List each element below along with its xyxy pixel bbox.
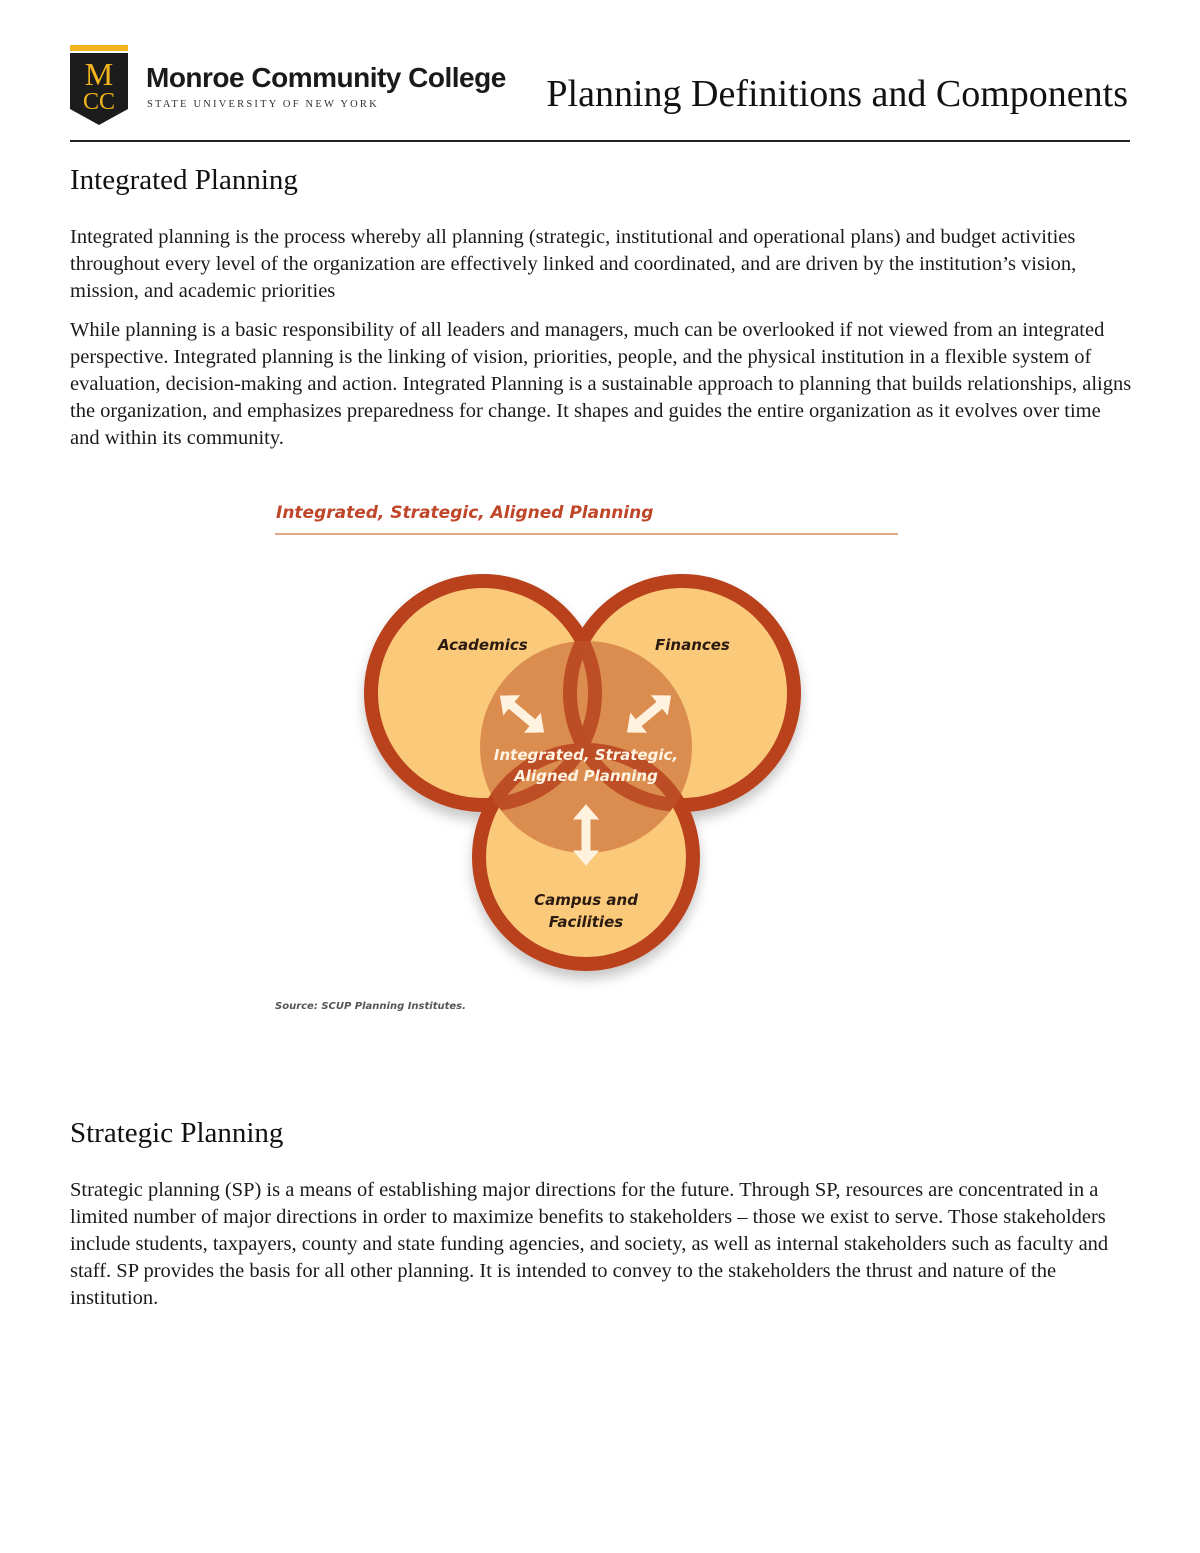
label-campus-line-1: Campus and — [534, 891, 638, 909]
header-divider — [70, 140, 1130, 142]
mcc-logo-icon — [70, 45, 128, 125]
strategic-paragraph: Strategic planning (SP) is a means of establishing major directions for the future. Through SP, resources are concentrated in a limited number of major directions in order to maximize benefits to stakeholders – those we exist to serve. Those stakeholders include students, taxpayers, county and state funding agencies, and society, as well as internal stakeholders such as faculty and staff. SP provides the basis for all other planning. It is intended to convey to the stakeholders the thrust and nature of the institution. — [70, 1179, 1109, 1309]
figure-title: Integrated, Strategic, Aligned Planning — [276, 503, 654, 523]
logo-letters-top: M — [84, 56, 114, 92]
college-name: Monroe Community College — [146, 62, 506, 93]
label-finances: Finances — [655, 636, 730, 654]
integrated-planning-heading: Integrated Planning — [70, 164, 298, 196]
college-subtitle: STATE UNIVERSITY OF NEW YORK — [147, 99, 379, 110]
figure-source: Source: SCUP Planning Institutes. — [275, 1001, 466, 1012]
center-label-line-2: Aligned Planning — [514, 767, 658, 785]
label-academics: Academics — [438, 636, 528, 654]
logo-letters-bottom: CC — [82, 89, 116, 115]
strategic-planning-heading: Strategic Planning — [70, 1117, 284, 1149]
center-label-line-1: Integrated, Strategic, — [493, 746, 679, 764]
label-campus-line-2: Facilities — [548, 913, 624, 931]
integrated-paragraph-1: Integrated planning is the process whereby all planning (strategic, institutional and operational plans) and budget activities throughout every level of the organization are effectively linked and coordinated, and are driven by the institution’s vision, mission, and academic priorities — [70, 226, 1077, 302]
venn-diagram-figure — [270, 495, 910, 1025]
integrated-paragraph-2: While planning is a basic responsibility of all leaders and managers, much can be overlooked if not viewed from an integrated perspective. Integrated planning is the linking of vision, priorities, people, and the physical institution in a flexible system of evaluation, decision-making and action. Integrated Planning is a sustainable approach to planning that builds relationships, aligns the organization, and emphasizes preparedness for change. It shapes and guides the entire organization as it evolves over time and within its community. — [70, 319, 1132, 449]
document-title: Planning Definitions and Components — [546, 73, 1128, 115]
